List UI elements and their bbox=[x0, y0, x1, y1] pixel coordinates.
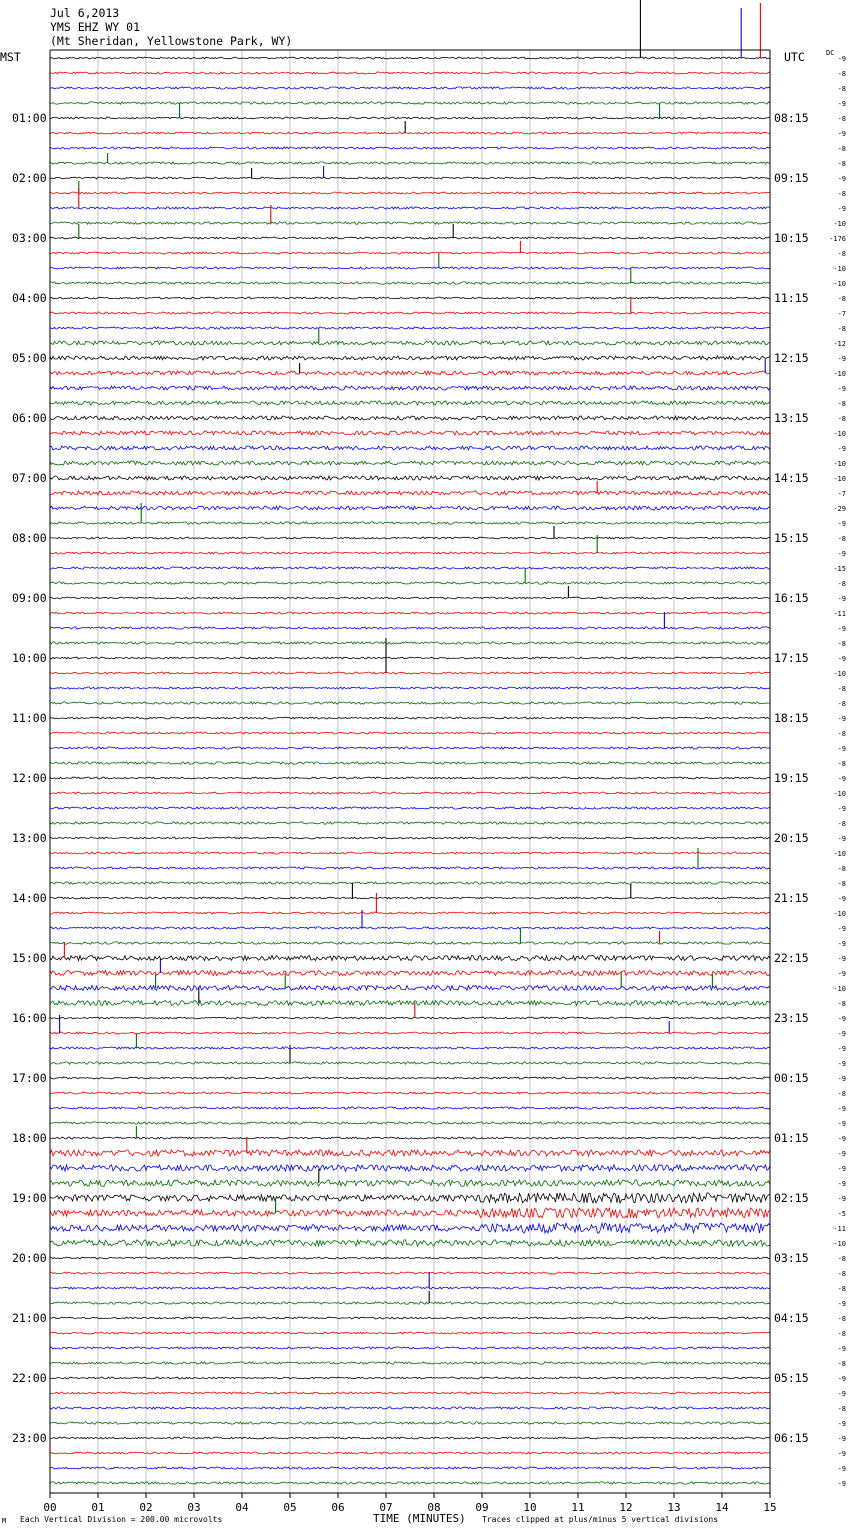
seismic-trace bbox=[50, 897, 770, 899]
seismic-trace bbox=[50, 1122, 770, 1124]
seismic-traces bbox=[50, 57, 770, 1484]
right-hour-label: 16:15 bbox=[774, 591, 809, 605]
dc-offset-label: -10 bbox=[833, 280, 846, 288]
seismic-trace bbox=[50, 822, 770, 824]
seismic-trace bbox=[50, 446, 770, 450]
seismic-trace bbox=[50, 1257, 770, 1259]
dc-offset-label: -8 bbox=[837, 640, 846, 648]
seismic-trace bbox=[50, 1240, 770, 1246]
right-hour-label: 17:15 bbox=[774, 651, 809, 665]
left-timezone-label: MST bbox=[0, 50, 21, 64]
seismic-trace bbox=[50, 956, 770, 961]
dc-offset-label: -10 bbox=[833, 850, 846, 858]
right-hour-label: 03:15 bbox=[774, 1251, 809, 1265]
dc-offset-label: -9 bbox=[837, 1435, 846, 1443]
dc-offset-label: -8 bbox=[837, 415, 846, 423]
x-tick-label: 12 bbox=[619, 1501, 633, 1514]
dc-offset-label: -9 bbox=[837, 1045, 846, 1053]
right-hour-label: 23:15 bbox=[774, 1011, 809, 1025]
dc-offset-label: -9 bbox=[837, 1060, 846, 1068]
right-hour-label: 04:15 bbox=[774, 1311, 809, 1325]
seismic-trace bbox=[50, 1223, 770, 1233]
left-hour-label: 06:00 bbox=[12, 411, 47, 425]
seismic-trace bbox=[50, 1180, 770, 1186]
dc-offset-label: -9 bbox=[837, 1450, 846, 1458]
seismic-trace bbox=[50, 1017, 770, 1019]
dc-offset-label: -8 bbox=[837, 70, 846, 78]
dc-offset-label: -10 bbox=[833, 475, 846, 483]
left-hour-label: 19:00 bbox=[12, 1191, 47, 1205]
seismic-trace bbox=[50, 747, 770, 749]
dc-offset-label: -9 bbox=[837, 1135, 846, 1143]
x-tick-label: 11 bbox=[571, 1501, 585, 1514]
seismic-trace bbox=[50, 1407, 770, 1409]
seismic-trace bbox=[50, 297, 770, 299]
seismic-trace bbox=[50, 416, 770, 420]
dc-offset-label: -9 bbox=[837, 1420, 846, 1428]
left-hour-label: 11:00 bbox=[12, 711, 47, 725]
seismic-trace bbox=[50, 837, 770, 839]
dc-offset-label: -9 bbox=[837, 175, 846, 183]
seismic-trace bbox=[50, 792, 770, 794]
right-hour-label: 18:15 bbox=[774, 711, 809, 725]
right-timezone-label: UTC bbox=[784, 50, 805, 64]
seismic-trace bbox=[50, 102, 770, 104]
dc-offset-label: -10 bbox=[833, 370, 846, 378]
seismic-trace bbox=[50, 717, 770, 719]
dc-offset-label: -8 bbox=[837, 295, 846, 303]
corner-mark: M bbox=[2, 1517, 7, 1525]
header-station: YMS EHZ WY 01 bbox=[50, 20, 141, 34]
seismic-trace bbox=[50, 1193, 770, 1203]
x-tick-label: 06 bbox=[331, 1501, 345, 1514]
dc-offset-label: -9 bbox=[837, 1465, 846, 1473]
dc-offset-label: -8 bbox=[837, 85, 846, 93]
x-tick-label: 08 bbox=[427, 1501, 441, 1514]
dc-offset-label: -8 bbox=[837, 250, 846, 258]
dc-offset-label: -9 bbox=[837, 1015, 846, 1023]
dc-offset-label: -9 bbox=[837, 445, 846, 453]
seismic-trace bbox=[50, 312, 770, 314]
seismic-trace bbox=[50, 57, 770, 59]
seismic-trace bbox=[50, 1272, 770, 1274]
dc-offset-label: -8 bbox=[837, 400, 846, 408]
x-tick-label: 03 bbox=[187, 1501, 201, 1514]
seismic-trace bbox=[50, 882, 770, 884]
dc-offset-label: -9 bbox=[837, 385, 846, 393]
left-hour-label: 04:00 bbox=[12, 291, 47, 305]
seismic-trace bbox=[50, 927, 770, 929]
seismic-trace bbox=[50, 582, 770, 584]
dc-offset-label: -8 bbox=[837, 1405, 846, 1413]
seismic-trace bbox=[50, 401, 770, 405]
dc-offset-label: -15 bbox=[833, 565, 846, 573]
seismic-trace bbox=[50, 732, 770, 734]
seismic-trace bbox=[50, 1392, 770, 1394]
dc-offset-label: -176 bbox=[829, 235, 846, 243]
right-hour-label: 12:15 bbox=[774, 351, 809, 365]
dc-offset-label: -7 bbox=[837, 490, 846, 498]
seismic-trace bbox=[50, 1165, 770, 1171]
seismic-trace bbox=[50, 687, 770, 689]
dc-offset-label: -9 bbox=[837, 715, 846, 723]
dc-offset-label: -8 bbox=[837, 160, 846, 168]
right-hour-label: 20:15 bbox=[774, 831, 809, 845]
seismic-trace bbox=[50, 237, 770, 239]
right-hour-label: 14:15 bbox=[774, 471, 809, 485]
dc-offset-label: -11 bbox=[833, 610, 846, 618]
right-hour-label: 08:15 bbox=[774, 111, 809, 125]
right-hour-label: 00:15 bbox=[774, 1071, 809, 1085]
seismic-trace bbox=[50, 942, 770, 944]
dc-offset-label: -8 bbox=[837, 1000, 846, 1008]
seismic-trace bbox=[50, 552, 770, 554]
dc-offset-label: -7 bbox=[837, 310, 846, 318]
seismic-trace bbox=[50, 117, 770, 119]
dc-offset-label: -9 bbox=[837, 940, 846, 948]
x-tick-label: 04 bbox=[235, 1501, 249, 1514]
left-hour-label: 20:00 bbox=[12, 1251, 47, 1265]
dc-offset-label: -9 bbox=[837, 1030, 846, 1038]
dc-offset-label: -9 bbox=[837, 1345, 846, 1353]
dc-offset-label: -8 bbox=[837, 535, 846, 543]
dc-offset-label: -9 bbox=[837, 1150, 846, 1158]
seismic-trace bbox=[50, 612, 770, 614]
x-tick-label: 14 bbox=[715, 1501, 729, 1514]
dc-offset-label: -9 bbox=[837, 895, 846, 903]
seismic-trace bbox=[50, 506, 770, 510]
dc-offset-label: -10 bbox=[833, 430, 846, 438]
left-hour-label: 16:00 bbox=[12, 1011, 47, 1025]
dc-offset-label: -9 bbox=[837, 1480, 846, 1488]
dc-offset-label: -8 bbox=[837, 760, 846, 768]
seismic-trace bbox=[50, 867, 770, 869]
right-hour-label: 19:15 bbox=[774, 771, 809, 785]
left-hour-label: 09:00 bbox=[12, 591, 47, 605]
right-hour-label: 11:15 bbox=[774, 291, 809, 305]
seismic-trace bbox=[50, 222, 770, 224]
seismic-trace bbox=[50, 1032, 770, 1034]
seismic-trace bbox=[50, 642, 770, 644]
left-hour-label: 05:00 bbox=[12, 351, 47, 365]
minute-gridlines bbox=[98, 50, 722, 1493]
dc-offset-label: -11 bbox=[833, 1225, 846, 1233]
dc-offset-label: -8 bbox=[837, 730, 846, 738]
dc-offset-label: -10 bbox=[833, 460, 846, 468]
dc-offset-label: -9 bbox=[837, 835, 846, 843]
seismic-trace bbox=[50, 657, 770, 659]
dc-offset-label: -9 bbox=[837, 520, 846, 528]
seismic-trace bbox=[50, 597, 770, 599]
seismic-trace bbox=[50, 386, 770, 390]
dc-offset-label: -8 bbox=[837, 1330, 846, 1338]
seismic-trace bbox=[50, 72, 770, 74]
x-tick-label: 13 bbox=[667, 1501, 681, 1514]
seismic-trace bbox=[50, 762, 770, 764]
dc-offset-label: -9 bbox=[837, 355, 846, 363]
dc-offset-label: -8 bbox=[837, 820, 846, 828]
seismic-trace bbox=[50, 1150, 770, 1156]
dc-label: DC bbox=[826, 49, 835, 57]
seismic-trace bbox=[50, 1437, 770, 1439]
dc-offset-label: -10 bbox=[833, 265, 846, 273]
dc-offset-label: -9 bbox=[837, 1195, 846, 1203]
dc-offset-label: -9 bbox=[837, 1165, 846, 1173]
right-hour-label: 09:15 bbox=[774, 171, 809, 185]
left-hour-label: 14:00 bbox=[12, 891, 47, 905]
seismic-trace bbox=[50, 341, 770, 345]
seismic-trace bbox=[50, 627, 770, 629]
x-tick-label: 15 bbox=[763, 1501, 777, 1514]
seismic-trace bbox=[50, 1482, 770, 1484]
seismic-trace bbox=[50, 672, 770, 674]
dc-offset-label: -8 bbox=[837, 1270, 846, 1278]
dc-offset-label: -8 bbox=[837, 1315, 846, 1323]
dc-offset-label: -8 bbox=[837, 1285, 846, 1293]
left-hour-label: 01:00 bbox=[12, 111, 47, 125]
seismic-trace bbox=[50, 702, 770, 704]
dc-offset-label: -9 bbox=[837, 925, 846, 933]
dc-offset-label: -9 bbox=[837, 1390, 846, 1398]
seismic-trace bbox=[50, 1208, 770, 1218]
dc-offset-label: -8 bbox=[837, 115, 846, 123]
dc-offset-label: -8 bbox=[837, 1360, 846, 1368]
left-hour-label: 02:00 bbox=[12, 171, 47, 185]
seismic-trace bbox=[50, 1001, 770, 1006]
right-hour-label: 05:15 bbox=[774, 1371, 809, 1385]
dc-offset-label: -10 bbox=[833, 910, 846, 918]
header-location: (Mt Sheridan, Yellowstone Park, WY) bbox=[50, 34, 293, 48]
right-hour-label: 06:15 bbox=[774, 1431, 809, 1445]
dc-offset-label: -9 bbox=[837, 550, 846, 558]
dc-offset-label: -8 bbox=[837, 880, 846, 888]
seismic-trace bbox=[50, 1377, 770, 1379]
dc-offset-label: -9 bbox=[837, 1300, 846, 1308]
dc-offset-label: -9 bbox=[837, 1105, 846, 1113]
x-tick-label: 00 bbox=[43, 1501, 57, 1514]
dc-offset-label: -9 bbox=[837, 100, 846, 108]
dc-offset-label: -9 bbox=[837, 775, 846, 783]
seismic-trace bbox=[50, 1467, 770, 1469]
seismic-trace bbox=[50, 431, 770, 435]
dc-offset-label: -10 bbox=[833, 1240, 846, 1248]
seismic-trace bbox=[50, 252, 770, 254]
seismic-trace bbox=[50, 1047, 770, 1049]
left-hour-label: 07:00 bbox=[12, 471, 47, 485]
right-hour-label: 01:15 bbox=[774, 1131, 809, 1145]
dc-offset-label: -29 bbox=[833, 505, 846, 513]
vertical-division-note: Each Vertical Division = 200.00 microvolts bbox=[20, 1515, 223, 1524]
seismic-trace bbox=[50, 162, 770, 164]
dc-offset-label: -9 bbox=[837, 1075, 846, 1083]
seismic-trace bbox=[50, 1317, 770, 1319]
dc-offset-label: -9 bbox=[837, 55, 846, 63]
dc-offset-label: -8 bbox=[837, 1255, 846, 1263]
seismic-trace bbox=[50, 132, 770, 134]
dc-offset-label: -10 bbox=[833, 220, 846, 228]
seismic-trace bbox=[50, 1332, 770, 1334]
dc-offset-label: -9 bbox=[837, 130, 846, 138]
x-tick-label: 09 bbox=[475, 1501, 489, 1514]
dc-offset-label: -9 bbox=[837, 625, 846, 633]
right-hour-label: 15:15 bbox=[774, 531, 809, 545]
header-date: Jul 6,2013 bbox=[50, 6, 120, 20]
seismic-trace bbox=[50, 986, 770, 991]
seismic-trace bbox=[50, 1137, 770, 1139]
seismic-trace bbox=[50, 1347, 770, 1349]
x-axis-label: TIME (MINUTES) bbox=[373, 1512, 466, 1525]
seismic-trace bbox=[50, 267, 770, 269]
dc-offset-label: -12 bbox=[833, 340, 846, 348]
right-hour-label: 22:15 bbox=[774, 951, 809, 965]
seismic-trace bbox=[50, 476, 770, 480]
seismic-trace bbox=[50, 1302, 770, 1304]
seismic-trace bbox=[50, 1092, 770, 1094]
dc-offset-label: -9 bbox=[837, 595, 846, 603]
seismic-trace bbox=[50, 912, 770, 914]
seismic-trace bbox=[50, 1077, 770, 1079]
x-tick-label: 02 bbox=[139, 1501, 153, 1514]
left-hour-label: 12:00 bbox=[12, 771, 47, 785]
seismic-trace bbox=[50, 177, 770, 179]
left-hour-label: 22:00 bbox=[12, 1371, 47, 1385]
seismic-trace bbox=[50, 371, 770, 375]
seismic-trace bbox=[50, 327, 770, 329]
dc-offset-label: -8 bbox=[837, 685, 846, 693]
seismic-trace bbox=[50, 807, 770, 809]
x-tick-label: 05 bbox=[283, 1501, 297, 1514]
seismic-trace bbox=[50, 852, 770, 854]
dc-offset-label: -9 bbox=[837, 1120, 846, 1128]
left-hour-label: 18:00 bbox=[12, 1131, 47, 1145]
x-tick-label: 07 bbox=[379, 1501, 393, 1514]
dc-offset-label: -9 bbox=[837, 1375, 846, 1383]
dc-offset-label: -9 bbox=[837, 805, 846, 813]
seismic-trace bbox=[50, 87, 770, 89]
seismic-trace bbox=[50, 1107, 770, 1109]
seismic-trace bbox=[50, 1287, 770, 1289]
left-hour-label: 17:00 bbox=[12, 1071, 47, 1085]
left-hour-label: 21:00 bbox=[12, 1311, 47, 1325]
dc-offset-label: -8 bbox=[837, 865, 846, 873]
dc-offset-label: -10 bbox=[833, 985, 846, 993]
dc-offset-label: -8 bbox=[837, 325, 846, 333]
left-hour-label: 08:00 bbox=[12, 531, 47, 545]
seismic-trace bbox=[50, 356, 770, 360]
seismic-trace bbox=[50, 1062, 770, 1064]
dc-offset-label: -9 bbox=[837, 1180, 846, 1188]
dc-offset-label: -8 bbox=[837, 190, 846, 198]
seismic-trace bbox=[50, 491, 770, 495]
dc-offset-label: -10 bbox=[833, 790, 846, 798]
left-hour-label: 13:00 bbox=[12, 831, 47, 845]
dc-offset-label: -5 bbox=[837, 1210, 846, 1218]
right-hour-label: 02:15 bbox=[774, 1191, 809, 1205]
x-tick-label: 10 bbox=[523, 1501, 537, 1514]
clipping-note: Traces clipped at plus/minus 5 vertical divisions bbox=[482, 1515, 719, 1524]
dc-offset-label: -10 bbox=[833, 670, 846, 678]
dc-offset-label: -8 bbox=[837, 700, 846, 708]
dc-offset-label: -9 bbox=[837, 745, 846, 753]
left-hour-label: 03:00 bbox=[12, 231, 47, 245]
dc-offset-label: -9 bbox=[837, 970, 846, 978]
seismic-trace bbox=[50, 192, 770, 194]
seismic-trace bbox=[50, 777, 770, 779]
seismic-trace bbox=[50, 461, 770, 465]
dc-offset-label: -9 bbox=[837, 655, 846, 663]
seismic-trace bbox=[50, 1422, 770, 1424]
left-hour-label: 23:00 bbox=[12, 1431, 47, 1445]
seismic-trace bbox=[50, 522, 770, 524]
seismic-trace bbox=[50, 147, 770, 149]
left-hour-label: 10:00 bbox=[12, 651, 47, 665]
right-hour-label: 13:15 bbox=[774, 411, 809, 425]
dc-offset-label: -9 bbox=[837, 955, 846, 963]
x-tick-label: 01 bbox=[91, 1501, 105, 1514]
seismic-trace bbox=[50, 207, 770, 209]
dc-offset-label: -9 bbox=[837, 205, 846, 213]
seismic-trace bbox=[50, 282, 770, 284]
seismic-trace bbox=[50, 537, 770, 539]
seismic-trace bbox=[50, 1452, 770, 1454]
seismic-trace bbox=[50, 567, 770, 569]
dc-offset-label: -8 bbox=[837, 1090, 846, 1098]
right-hour-label: 21:15 bbox=[774, 891, 809, 905]
dc-offset-label: -8 bbox=[837, 145, 846, 153]
seismic-trace bbox=[50, 971, 770, 976]
dc-offset-label: -8 bbox=[837, 580, 846, 588]
seismic-trace bbox=[50, 1362, 770, 1364]
right-hour-label: 10:15 bbox=[774, 231, 809, 245]
left-hour-label: 15:00 bbox=[12, 951, 47, 965]
